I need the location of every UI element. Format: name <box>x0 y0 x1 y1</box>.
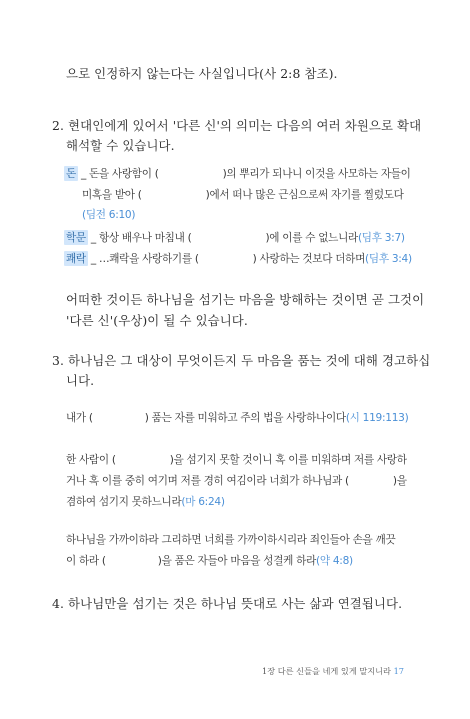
verse-matthew-text-b: )을 섬기지 못할 것이니 혹 이를 미워하며 저를 사랑하 <box>169 454 407 466</box>
verse-psalm-reference: (시 119:113) <box>345 412 409 424</box>
verse-james-text-a: 이 하라 ( <box>66 555 106 567</box>
verse-psalm-text-a: 내가 ( <box>66 412 93 424</box>
verse-matthew-text-a: 한 사람이 ( <box>66 454 116 466</box>
money-text-a: _ 돈을 사랑함이 ( <box>80 168 159 180</box>
money-label: 돈 <box>66 168 76 180</box>
verse-psalm <box>66 410 408 425</box>
verse-james-text-b: )을 품은 자들아 마음을 성결케 하라 <box>157 555 317 567</box>
section-4-heading: 4. 하나님만을 섬기는 것은 하나님 뜻대로 사는 삶과 연결됩니다. <box>52 596 403 611</box>
pleasure-reference: (딤후 3:4) <box>365 253 412 265</box>
page-number: 17 <box>393 666 404 676</box>
money-reference: (딤전 6:10) <box>82 209 136 221</box>
verse-matthew-reference: (마 6:24) <box>181 496 225 508</box>
section-2-closing-line-2: '다른 신'(우상)이 될 수 있습니다. <box>66 313 248 328</box>
section-2-heading-line-1: 2. 현대인에게 있어서 '다른 신'의 의미는 다음의 여러 차원으로 확대 <box>52 118 422 133</box>
study-line <box>64 230 405 245</box>
section-3-heading-line-2: 니다. <box>66 373 95 388</box>
pleasure-label: 쾌락 <box>66 253 86 265</box>
money-text-c: 미혹을 받아 ( <box>82 189 142 201</box>
verse-matthew-text-e: 겸하여 섬기지 못하느니라 <box>66 496 182 508</box>
verse-matthew-line-1 <box>66 452 407 467</box>
intro-paragraph: 으로 인정하지 않는다는 사실입니다(사 2:8 참조). <box>66 66 338 81</box>
verse-james-line-1: 하나님을 가까이하라 그리하면 너희를 가까이하시리라 죄인들아 손을 깨끗 <box>66 534 396 546</box>
section-2-heading-line-2: 해석할 수 있습니다. <box>66 138 175 153</box>
study-reference: (딤후 3:7) <box>357 232 405 244</box>
footer-chapter-title: 1장 다른 신들을 네게 있게 말지니라 <box>262 666 391 676</box>
money-line-1 <box>64 166 411 181</box>
money-text-d: )에서 떠나 많은 근심으로써 자기를 찔렀도다 <box>205 189 404 201</box>
money-line-2 <box>82 187 404 202</box>
verse-matthew-text-c: 거나 혹 이를 중히 여기며 저를 경히 여김이라 너희가 하나님과 ( <box>66 475 349 487</box>
pleasure-text-b: ) 사랑하는 것보다 더하며 <box>252 253 366 265</box>
verse-matthew-line-2 <box>66 473 407 488</box>
study-label: 학문 <box>66 232 86 244</box>
study-text-b: )에 이를 수 없느니라 <box>265 232 358 244</box>
pleasure-line <box>64 251 412 266</box>
section-2-closing-line-1: 어떠한 것이든 하나님을 섬기는 마음을 방해하는 것이면 곧 그것이 <box>66 292 425 307</box>
pleasure-text-a: _ …쾌락을 사랑하기를 ( <box>90 253 199 265</box>
page-footer <box>262 666 404 677</box>
verse-matthew-text-d: )을 <box>392 475 407 487</box>
money-text-b: )의 뿌리가 되나니 이것을 사모하는 자들이 <box>222 168 411 180</box>
study-text-a: _ 항상 배우나 마침내 ( <box>90 232 192 244</box>
verse-psalm-text-b: ) 품는 자를 미워하고 주의 법을 사랑하나이다 <box>144 412 346 424</box>
verse-james-reference: (약 4:8) <box>316 555 353 567</box>
verse-matthew-line-3 <box>66 494 225 509</box>
section-3-heading-line-1: 3. 하나님은 그 대상이 무엇이든지 두 마음을 품는 것에 대해 경고하십 <box>52 353 431 368</box>
verse-james-line-2 <box>66 553 353 568</box>
